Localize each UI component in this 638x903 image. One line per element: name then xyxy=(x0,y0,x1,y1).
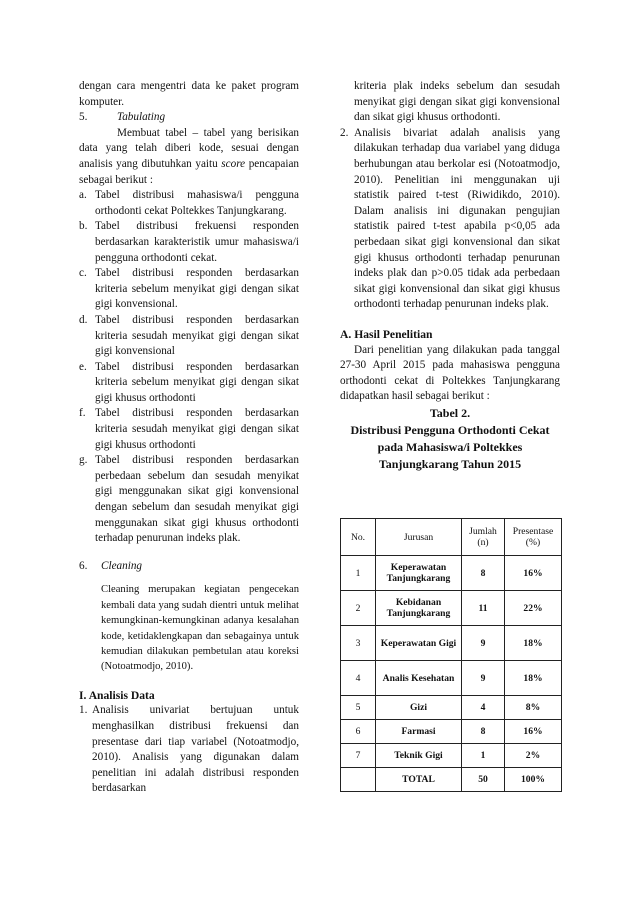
univariat-continuation: kriteria plak indeks sebelum dan sesudah menyikat gigi dengan sikat gigi konvensional dan sikat gigi khusus orthodonti. xyxy=(354,80,560,124)
cell-jurusan: TOTAL xyxy=(376,768,462,792)
cell-no: 5 xyxy=(341,696,376,720)
cell-jurusan: Keperawatan Gigi xyxy=(376,626,462,661)
tabulating-body-post: pencapaian sebagai berikut : xyxy=(79,157,300,186)
cleaning-label: Cleaning xyxy=(101,559,143,572)
header-jumlah: Jumlah (n) xyxy=(462,519,505,556)
list-text: Analisis univariat bertujuan untuk menghasilkan distribusi frekuensi dan presentase dari tiap variabel (Notoatmodjo, 2010). Analisis yang digunakan dalam penelitian ini adalah distribusi responden berdasarkan xyxy=(92,704,299,795)
list-marker: c. xyxy=(79,267,87,280)
table-row xyxy=(341,626,562,661)
header-jurusan: Jurusan xyxy=(376,519,462,556)
cell-presentase: 100% xyxy=(505,768,562,792)
cell-no: 7 xyxy=(341,744,376,768)
list-marker: a. xyxy=(79,189,87,202)
cell-presentase: 16% xyxy=(505,556,562,591)
cell-jumlah: 9 xyxy=(462,661,505,696)
paragraph-intro: dengan cara mengentri data ke paket program komputer. xyxy=(79,80,299,108)
list-text: Tabel distribusi mahasiswa/i pengguna orthodonti cekat Poltekkes Tanjungkarang. xyxy=(95,189,299,217)
analisis-number: I. xyxy=(79,688,87,702)
table-caption: Distribusi Pengguna Orthodonti Cekat pada Mahasiswa/i Poltekkes Tanjungkarang Tahun 2015 xyxy=(350,422,550,471)
table-list xyxy=(79,188,299,547)
right-column xyxy=(340,79,560,473)
table-total-row xyxy=(341,768,562,792)
table-row xyxy=(341,661,562,696)
list-text: Tabel distribusi responden berdasarkan kriteria sebelum menyikat gigi dengan sikat gigi khusus orthodonti xyxy=(95,360,299,404)
analisis-heading xyxy=(79,688,299,704)
list-item xyxy=(79,188,299,219)
cell-jurusan: Gizi xyxy=(376,696,462,720)
cell-jurusan: Teknik Gigi xyxy=(376,744,462,768)
list-item xyxy=(79,313,299,360)
hasil-heading xyxy=(340,327,560,343)
list-item xyxy=(79,360,299,407)
list-text: Tabel distribusi responden berdasarkan perbedaan sebelum dan sesudah menyikat gigi menggunakan sikat gigi konvensional dengan sebelum dan sesudah menyikat gigi menggunakan sikat gigi khusus orthodonti terhadap penurunan indeks plak. xyxy=(95,454,299,545)
cell-presentase: 16% xyxy=(505,720,562,744)
tabulating-label: Tabulating xyxy=(117,111,166,124)
list-marker: d. xyxy=(79,313,88,326)
header-no: No. xyxy=(341,519,376,556)
cell-jumlah: 11 xyxy=(462,591,505,626)
list-marker: g. xyxy=(79,454,88,467)
tabulating-body-first: Membuat tabel – tabel yang xyxy=(117,126,253,139)
cell-jurusan: Analis Kesehatan xyxy=(376,661,462,696)
cell-presentase: 2% xyxy=(505,744,562,768)
list-text: Tabel distribusi responden berdasarkan kriteria sesudah menyikat gigi dengan sikat gigi konvensional xyxy=(95,313,299,358)
cell-presentase: 18% xyxy=(505,626,562,661)
cell-jumlah: 8 xyxy=(462,556,505,591)
table-title: Tabel 2. xyxy=(429,405,471,420)
tabulating-body-pre: berisikan data yang telah diberi kode, sesuai dengan analisis yang dibutuhkan yaitu xyxy=(79,126,300,170)
list-marker: e. xyxy=(79,360,87,373)
cell-presentase: 8% xyxy=(505,696,562,720)
cell-no xyxy=(341,768,376,792)
table-row xyxy=(341,696,562,720)
cell-jumlah: 9 xyxy=(462,626,505,661)
list-item xyxy=(79,453,299,547)
table-row xyxy=(341,556,562,591)
list-text: Tabel distribusi responden berdasarkan kriteria sebelum menyikat gigi dengan sikat gigi konvensional. xyxy=(95,267,299,311)
cell-presentase: 18% xyxy=(505,661,562,696)
list-text: Tabel distribusi frekuensi responden berdasarkan karakteristik umur mahasiswa/i pengguna orthodonti cekat. xyxy=(95,220,299,264)
cleaning-heading xyxy=(79,559,299,575)
list-item xyxy=(340,126,560,313)
list-item xyxy=(79,266,299,313)
data-table xyxy=(340,518,562,792)
tabulating-body xyxy=(79,126,299,188)
list-marker: 2. xyxy=(340,126,349,139)
cell-no: 4 xyxy=(341,661,376,696)
cell-jumlah: 1 xyxy=(462,744,505,768)
table-row xyxy=(341,720,562,744)
tabulating-number: 5. xyxy=(79,111,88,124)
hasil-body: Dari penelitian yang dilakukan pada tanggal 27-30 April 2015 pada mahasiswa pengguna orthodonti cekat di Poltekkes Tanjungkarang didapatkan hasil sebagai berikut : xyxy=(340,343,560,403)
hasil-number: A. xyxy=(340,327,352,341)
list-marker: 1. xyxy=(79,704,88,717)
analisis-title: Analisis Data xyxy=(88,688,155,702)
cell-jumlah: 8 xyxy=(462,720,505,744)
table-header-row xyxy=(341,519,562,556)
table-row xyxy=(341,591,562,626)
list-text: Tabel distribusi responden berdasarkan kriteria sesudah menyikat gigi dengan sikat gigi khusus orthodonti xyxy=(95,407,299,451)
table-row xyxy=(341,744,562,768)
left-column xyxy=(79,79,299,797)
cell-no: 6 xyxy=(341,720,376,744)
cell-jumlah: 4 xyxy=(462,696,505,720)
list-marker: b. xyxy=(79,220,88,233)
cell-jumlah: 50 xyxy=(462,768,505,792)
tabulating-score: score xyxy=(221,157,246,170)
tabulating-heading xyxy=(79,110,299,126)
list-item xyxy=(79,219,299,266)
list-text: Analisis bivariat adalah analisis yang dilakukan terhadap dua variabel yang diduga berhubungan atau berkolar esi (Notoatmodjo, 2010). Penelitian ini menggunakan uji statistik paired t-test (Riwidikdo, 2010). Dalam analisis ini digunakan pengujian statistik paired t-test apabila p<0,05 ada perbedaan sikat gigi konvensional dan sikat gigi khusus orthodonti terhadap penurunan indeks plak dan p>0.05 tidak ada perbedaan sikat gigi konvensional dan sikat gigi khusus orthodonti terhadap penurunan indeks plak. xyxy=(354,126,560,311)
cell-presentase: 22% xyxy=(505,591,562,626)
cleaning-number: 6. xyxy=(79,559,88,572)
cell-no: 2 xyxy=(341,591,376,626)
cell-jurusan: Keperawatan Tanjungkarang xyxy=(376,556,462,591)
hasil-title: Hasil Penelitian xyxy=(354,327,433,341)
list-marker: f. xyxy=(79,407,86,420)
header-presentase: Presentase (%) xyxy=(505,519,562,556)
cell-jurusan: Farmasi xyxy=(376,720,462,744)
list-item xyxy=(79,703,299,797)
cleaning-body: Cleaning merupakan kegiatan pengecekan kembali data yang sudah dientri untuk melihat kemungkinan-kemungkinan adanya kesalahan kode, ketidaklengkapan dan sebagainya untuk kemudian dilakukan pembetulan atau koreksi (Notoatmodjo, 2010). xyxy=(101,584,299,673)
list-item xyxy=(79,406,299,453)
cell-jurusan: Kebidanan Tanjungkarang xyxy=(376,591,462,626)
cell-no: 3 xyxy=(341,626,376,661)
cell-no: 1 xyxy=(341,556,376,591)
